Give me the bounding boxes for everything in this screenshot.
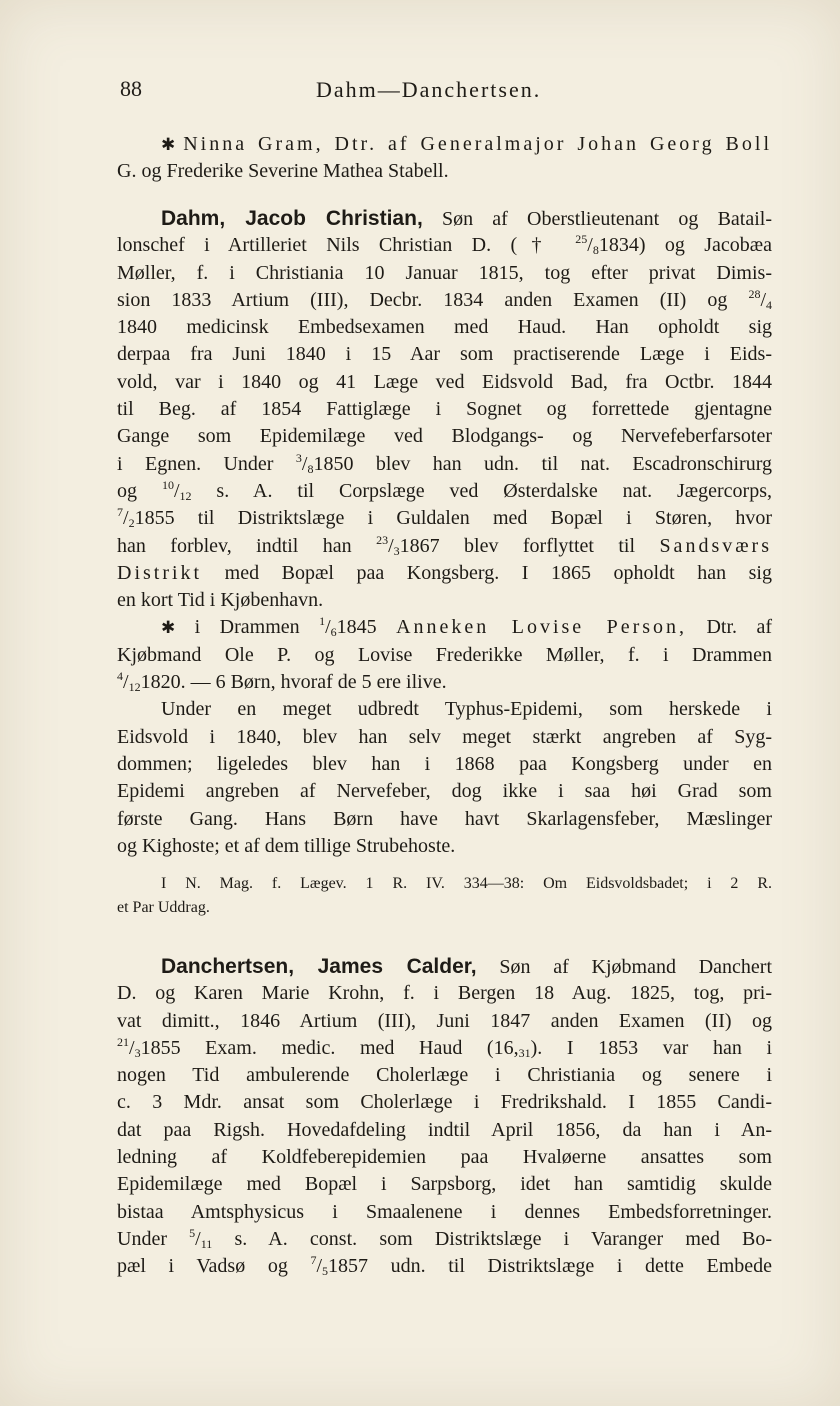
spouse-entry-intro: ✱ Ninna Gram, Dtr. af Generalmajor Johan Georg Boll G. og Frederike Severine Mathea Stabell. — [117, 133, 773, 183]
entry-name: Danchertsen, James Calder, — [161, 955, 477, 978]
married-star-icon: ✱ — [161, 135, 176, 155]
married-star-icon: ✱ — [161, 618, 176, 639]
entry-name: Dahm, Jacob Christian, — [161, 207, 423, 230]
page-number: 88 — [120, 76, 142, 101]
entry-dahm: Dahm, Jacob Christian, Søn af Oberstlieutenant og Batail- lonschef i Artilleriet Nils Christian D. († $^{25}/_81834$) og Jacobæa Møller, f. i Christiania 10 Januar 1815, tog efter privat Dimis- sion 1833 Artium (III), Decbr. 1834 anden Examen (II) og $^{28}/_4$ 1840 medicinsk Embedsexamen med Haud. Han opholdt sig derpaa fra Juni 1840 i 15 Aar som practiserende Læge i Eids- vold, var i 1840 og 41 Læge ved Eidsvold Bad, fra Octbr. 1844 til Beg. af 1854 Fattiglæge i Sognet og forrettede gjentagne Gange som Epidemilæge ved Blodgangs- og Nervefeberfarsoter i Egnen. Under $^3/_81850$ blev han udn. til nat. Escadronschirurg og $^{10}/_{12}$ s. A. til Corpslæge ved Østerdalske nat. Jægercorps, $^7/_21855$ til Distriktslæge i Guldalen med Bopæl i Støren, hvor han forblev, indtil han $^{23}/_31867$ blev forflyttet til Sandsværs Distrikt med Bopæl paa Kongsberg. I 1865 opholdt han sig en kort Tid i Kjøbenhavn. ✱ i Drammen $^1/_61845$ Anneken Lovise Person, Dtr. af Kjøbmand Ole P. og Lovise Frederikke Møller, f. i Drammen $^4/_{12}1820$. — 6 Børn, hvoraf de 5 ere ilive. Under en meget udbredt Typhus-Epidemi, som herskede i Eidsvold i 1840, blev han selv meget stærkt angreben af Syg- dommen; ligeledes blev han i 1868 paa Kongsberg under en Epidemi angreben af Nervefeber, dog ikke i saa høi Grad som første Gang. Hans Børn have havt Skarlagensfeber, Mæslinger og Kighoste; et af dem tillige Strubehoste. — [117, 207, 773, 857]
references-dahm: I N. Mag. f. Lægev. 1 R. IV. 334—38: Om Eidsvoldsbadet; i 2 R. et Par Uddrag. — [117, 875, 772, 916]
running-head: Dahm—Danchertsen. — [316, 77, 542, 102]
entry-danchertsen: Danchertsen, James Calder, Søn af Kjøbmand Danchert D. og Karen Marie Krohn, f. i Bergen 18 Aug. 1825, tog, pri- vat dimitt., 1846 Artium (III), Juni 1847 anden Examen (II) og $^{21}/_31855$ Exam. medic. med Haud $(16,_{31})$. I 1853 var han i nogen Tid ambulerende Cholerlæge i Christiania og senere i c. 3 Mdr. ansat som Cholerlæge i Fredrikshald. I 1855 Candi- dat paa Rigsh. Hovedafdeling indtil April 1856, da han i An- ledning af Koldfeberepidemien paa Hvaløerne ansattes som Epidemilæge med Bopæl i Sarpsborg, idet han samtidig skulde bistaa Amtsphysicus i Smaalenene i dennes Embedsforretninger. Under $^5/_{11}$ s. A. const. som Distriktslæge i Varanger med Bo- pæl i Vadsø og $^7/_51857$ udn. til Distriktslæge i dette Embede — [117, 955, 773, 1279]
page-header — [118, 76, 772, 110]
